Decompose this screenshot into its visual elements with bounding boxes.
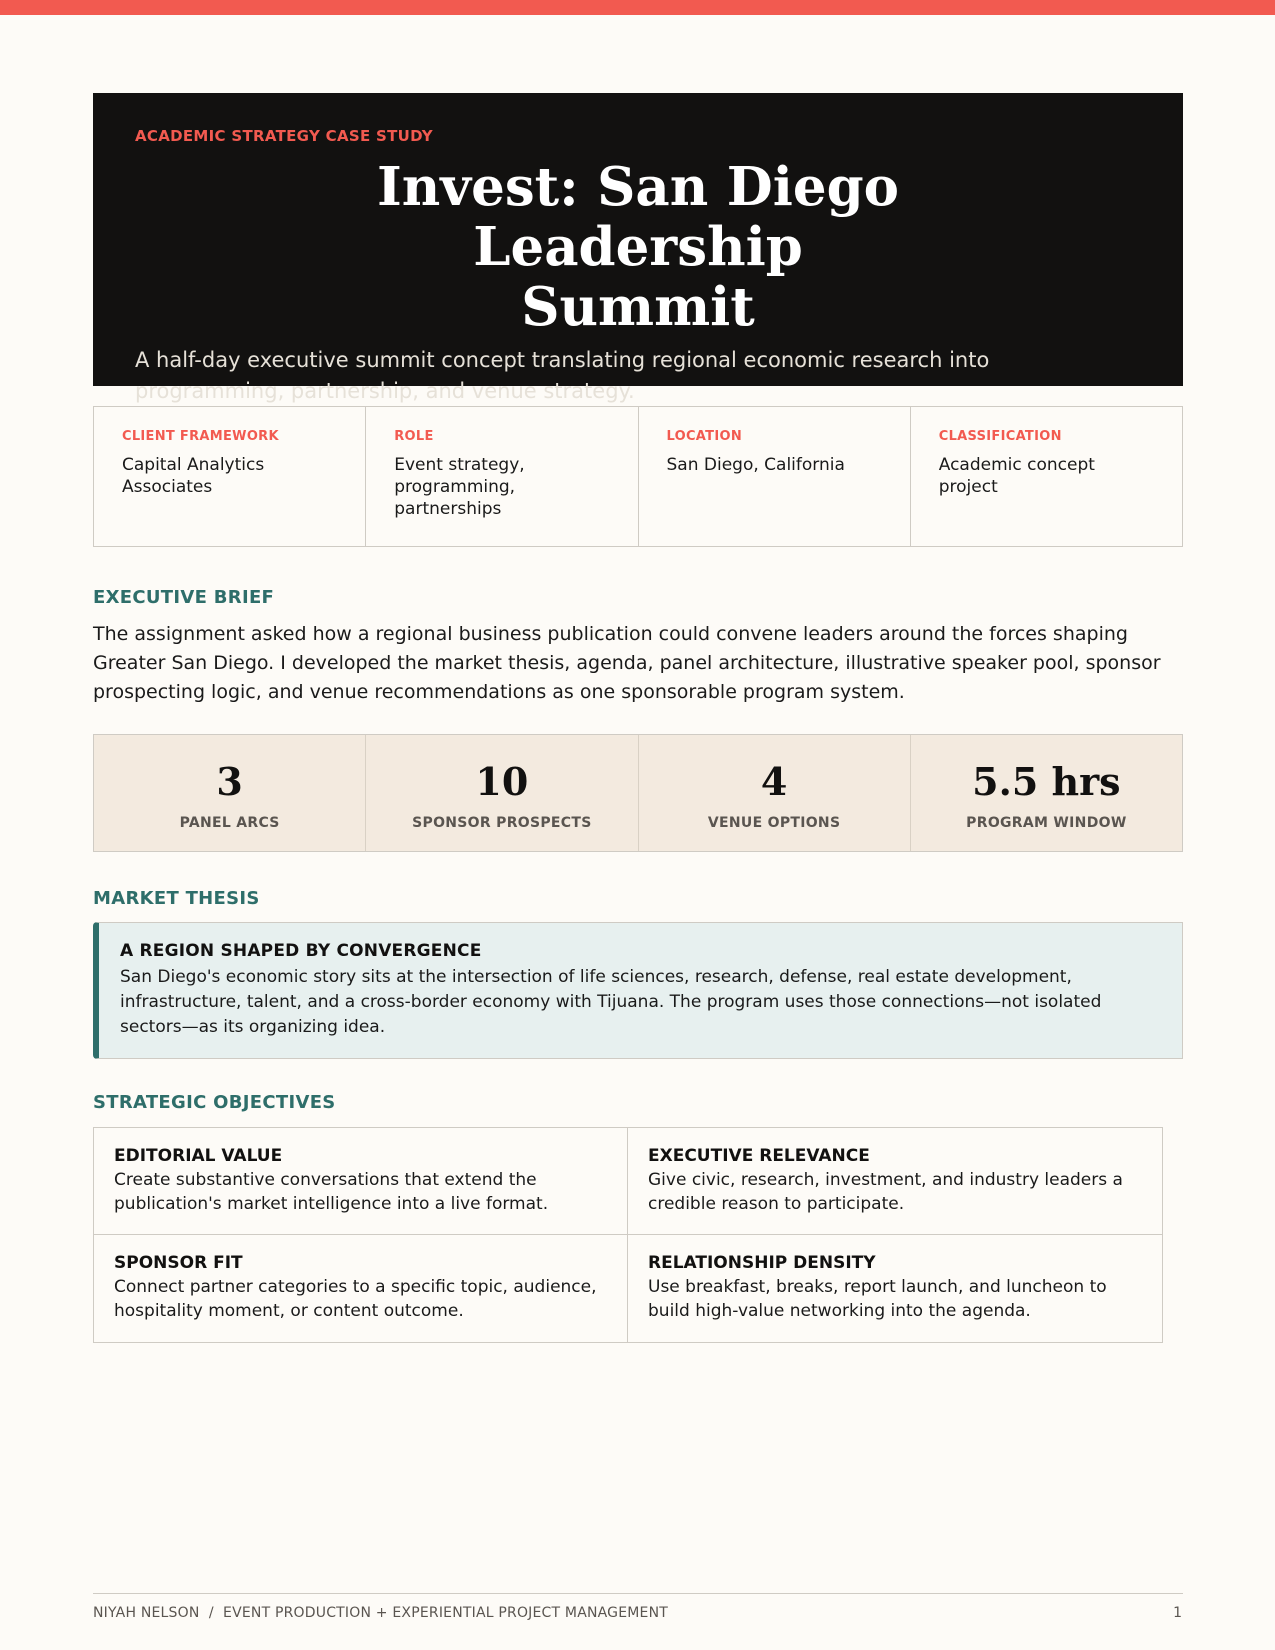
meta-value: San Diego, California bbox=[666, 455, 845, 475]
page-title: Invest: San Diego Leadership Summit bbox=[376, 156, 899, 338]
objective-sponsor-fit bbox=[94, 1235, 628, 1342]
stats-row bbox=[93, 734, 1183, 852]
thesis-body: San Diego's economic story sits at the intersection of life sciences, research, defense, real estate development, infrastructure, talent, and a cross-border economy with Tijuana. The program uses those connections—not isolated sectors—as its organizing idea. bbox=[120, 967, 1102, 1037]
executive-brief-heading: EXECUTIVE BRIEF bbox=[93, 587, 275, 608]
stat-sponsor-prospects bbox=[366, 735, 638, 851]
market-thesis-heading: MARKET THESIS bbox=[93, 888, 260, 909]
market-thesis-callout bbox=[93, 922, 1183, 1059]
footer-credit: NIYAH NELSON / EVENT PRODUCTION + EXPERIENTIAL PROJECT MANAGEMENT bbox=[93, 1605, 669, 1621]
objective-title: EXECUTIVE RELEVANCE bbox=[648, 1146, 870, 1166]
hero-subtitle: A half-day executive summit concept translating regional economic research into programming, partnership, and venue strategy. bbox=[135, 348, 990, 403]
page-number: 1 bbox=[1173, 1605, 1182, 1621]
stat-venue-options bbox=[639, 735, 911, 851]
objective-title: RELATIONSHIP DENSITY bbox=[648, 1253, 876, 1273]
stat-value: 3 bbox=[216, 759, 243, 804]
meta-client-framework bbox=[94, 407, 366, 546]
objective-executive-relevance bbox=[628, 1128, 1162, 1235]
stat-panel-arcs bbox=[94, 735, 366, 851]
meta-value: Capital Analytics Associates bbox=[122, 455, 265, 497]
meta-label: CLIENT FRAMEWORK bbox=[122, 429, 279, 444]
objectives-grid bbox=[93, 1127, 1163, 1343]
meta-label: ROLE bbox=[394, 429, 434, 444]
stat-value: 5.5 hrs bbox=[972, 759, 1121, 804]
stat-label: PANEL ARCS bbox=[179, 815, 280, 831]
objective-body: Connect partner categories to a specific topic, audience, hospitality moment, or content outcome. bbox=[114, 1277, 597, 1321]
thesis-title: A REGION SHAPED BY CONVERGENCE bbox=[120, 941, 482, 961]
strategic-objectives-heading: STRATEGIC OBJECTIVES bbox=[93, 1092, 336, 1113]
objective-relationship-density bbox=[628, 1235, 1162, 1342]
objective-editorial-value bbox=[94, 1128, 628, 1235]
objective-title: SPONSOR FIT bbox=[114, 1253, 243, 1273]
hero-eyebrow: ACADEMIC STRATEGY CASE STUDY bbox=[135, 127, 433, 145]
meta-label: LOCATION bbox=[666, 429, 742, 444]
stat-program-window bbox=[911, 735, 1182, 851]
stat-value: 10 bbox=[475, 759, 529, 804]
meta-value: Academic concept project bbox=[938, 455, 1095, 497]
footer-divider bbox=[93, 1593, 1183, 1594]
objective-body: Give civic, research, investment, and industry leaders a credible reason to participate. bbox=[648, 1170, 1123, 1214]
stat-label: VENUE OPTIONS bbox=[707, 815, 841, 831]
stat-value: 4 bbox=[760, 759, 788, 804]
top-accent-bar bbox=[0, 0, 1275, 15]
objective-body: Use breakfast, breaks, report launch, and luncheon to build high-value networking into the agenda. bbox=[648, 1277, 1107, 1321]
objective-title: EDITORIAL VALUE bbox=[114, 1146, 283, 1166]
executive-brief-body: The assignment asked how a regional business publication could convene leaders around the forces shaping Greater San Diego. I developed the market thesis, agenda, panel architecture, illustrative speaker pool, sponsor prospecting logic, and venue recommendations as one sponsorable program system. bbox=[93, 623, 1161, 703]
meta-location bbox=[639, 407, 911, 546]
meta-label: CLASSIFICATION bbox=[938, 429, 1062, 444]
meta-value: Event strategy, programming, partnerships bbox=[394, 455, 525, 519]
stat-label: PROGRAM WINDOW bbox=[966, 815, 1127, 831]
hero-banner bbox=[93, 93, 1183, 403]
meta-role bbox=[366, 407, 638, 546]
stat-label: SPONSOR PROSPECTS bbox=[412, 815, 592, 831]
objective-body: Create substantive conversations that extend the publication's market intelligence into a live format. bbox=[114, 1170, 549, 1214]
project-meta bbox=[93, 406, 1183, 547]
meta-classification bbox=[911, 407, 1182, 546]
